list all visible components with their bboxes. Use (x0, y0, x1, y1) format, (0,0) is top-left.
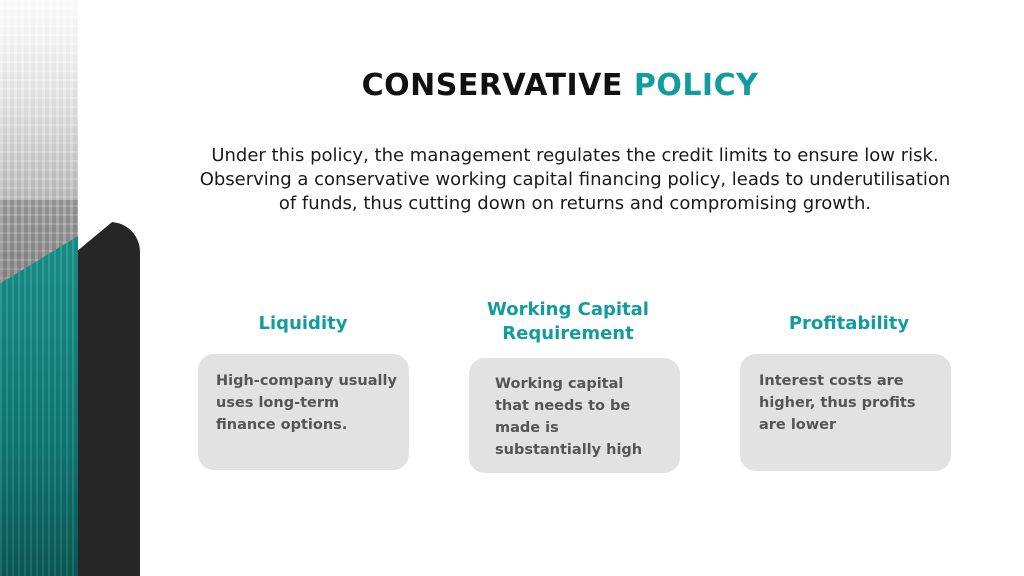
teal-accent-shape (0, 236, 78, 576)
card-text: High-company usually uses long-term finance options. (216, 373, 397, 433)
intro-line-2: Observing a conservative working capital financing policy, leads to underutilisation of funds, thus cutting down on returns and compromising growth. (199, 169, 951, 214)
card-text: Interest costs are higher, thus profits are lower (759, 373, 916, 433)
intro-text (190, 144, 960, 216)
title-accent: POLICY (633, 68, 759, 103)
side-decoration (0, 0, 140, 576)
card-text: Working capital that needs to be made is substantially high (495, 376, 643, 458)
dark-accent-shape (78, 222, 140, 576)
column-heading-working-capital: Working Capital Requirement (487, 299, 649, 344)
fog-overlay (0, 0, 78, 200)
column-heading-profitability: Profitability (788, 313, 910, 334)
card-working-capital (469, 358, 680, 473)
intro-line-1: Under this policy, the management regulates the credit limits to ensure low risk. (211, 145, 939, 166)
title-main: CONSERVATIVE (361, 68, 623, 103)
card-profitability (740, 354, 951, 471)
page-title (200, 68, 920, 103)
card-liquidity (198, 354, 409, 470)
column-heading-liquidity: Liquidity (258, 313, 348, 334)
